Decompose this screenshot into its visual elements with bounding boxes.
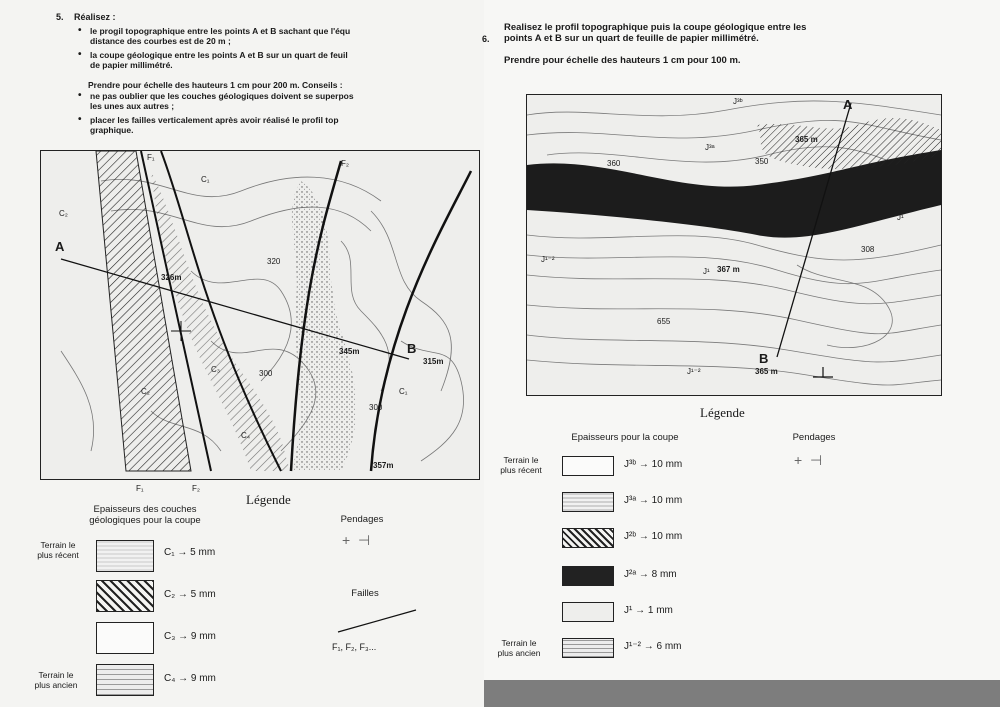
dip-cross-icon: + ⊣ <box>342 532 371 548</box>
layer-j3b-map-label: J³ᵇ <box>733 97 743 106</box>
contour-360-label: 360 <box>607 159 621 168</box>
altitude-326-label: 326m <box>161 273 182 282</box>
altitude-mid-label: 367 m <box>717 265 740 274</box>
altitude-357-label: 357m <box>373 461 394 470</box>
swatch-j1 <box>562 602 614 622</box>
altitude-345-label: 345m <box>339 347 360 356</box>
map-left-drawing <box>41 151 479 479</box>
altitude-top-label: 365 m <box>795 135 818 144</box>
layer-j1-map-label: J¹ <box>703 267 710 276</box>
fault-f1-top-label: F₁ <box>147 153 155 162</box>
fault-f4-line <box>371 171 471 471</box>
contour-300-label-2: 300 <box>369 403 383 412</box>
contour-308-label: 308 <box>861 245 875 254</box>
exercise-5-bullets <box>76 26 486 70</box>
point-b-label: B <box>407 341 417 356</box>
dips-header-left: Pendages <box>340 514 384 525</box>
point-b-label-right: B <box>759 351 769 366</box>
exercise-6-number: 6. <box>482 34 490 44</box>
layer-j12-bottom-map-label: J¹⁻² <box>687 367 701 376</box>
layer-c1-label: C₁ <box>201 175 210 184</box>
map-right-drawing <box>527 95 941 395</box>
legend-title-left: Légende <box>246 492 291 507</box>
legend-c2-thickness: C₂ → 5 mm <box>164 589 216 600</box>
most-recent-label-left: Terrain le plus récent <box>37 540 79 560</box>
swatch-j2b <box>562 528 614 548</box>
legend-j3b-thickness: J³ᵇ → 10 mm <box>624 459 683 470</box>
faults-header-left: Failles <box>351 588 379 599</box>
oldest-label-right: Terrain le plus ancien <box>497 638 541 658</box>
bullet-item: • placer les failles verticalement après avoir réalisé le profil top graphique. <box>76 115 486 135</box>
fault-f2-bottom-label: F₂ <box>192 484 200 493</box>
exercise-6-instruction: Realisez le profil topographique puis la coupe géologique entre les points A et B sur un quart de feuille de papier millimétré. <box>504 22 807 44</box>
swatch-j12 <box>562 638 614 658</box>
contour-300-label: 300 <box>259 369 273 378</box>
legend-c4-thickness: C₄ → 9 mm <box>164 673 216 684</box>
legend-j1-thickness: J¹ → 1 mm <box>624 605 673 616</box>
bullet-item: • le progil topographique entre les points A et B sachant que l'équ distance des courbes est de 20 m ; <box>76 26 486 46</box>
legend-j2a-thickness: J²ᵃ → 8 mm <box>624 569 677 580</box>
legend-c1-thickness: C₁ → 5 mm <box>164 547 216 558</box>
geological-map-right <box>526 94 942 396</box>
fault-symbol-line <box>336 606 420 636</box>
exercise-5-title: Réalisez : <box>74 12 116 22</box>
thickness-header-left: Epaisseurs des couches géologiques pour la coupe <box>89 504 201 526</box>
layer-j1-right-map-label: J¹ <box>897 213 904 222</box>
fault-f2-top-label: F₂ <box>341 159 349 168</box>
bullet-item: • ne pas oublier que les couches géologiques doivent se superpos les unes aux autres ; <box>76 91 486 111</box>
layer-j3a-map-label: J³ᵃ <box>705 143 715 152</box>
most-recent-label-right: Terrain le plus récent <box>500 455 542 475</box>
exercise-5-scale-instruction: Prendre pour échelle des hauteurs 1 cm pour 200 m. Conseils : <box>88 80 343 90</box>
thickness-header-right: Epaisseurs pour la coupe <box>571 432 679 443</box>
altitude-bottom-label: 365 m <box>755 367 778 376</box>
layer-j2b-hatched <box>757 118 941 169</box>
exercise-5-advice <box>76 91 486 135</box>
oldest-label-left: Terrain le plus ancien <box>34 670 78 690</box>
legend-j3a-thickness: J³ᵃ → 10 mm <box>624 495 683 506</box>
faults-value: F₁, F₂, F₃... <box>332 642 377 652</box>
contour-320-label: 320 <box>267 257 281 266</box>
contour-655-label: 655 <box>657 317 671 326</box>
bullet-item: • la coupe géologique entre les points A et B sur un quart de feuil de papier millimétré. <box>76 50 486 70</box>
swatch-c4 <box>96 664 154 696</box>
fault-f1-bottom-label: F₁ <box>136 484 144 493</box>
layer-c2-label: C₂ <box>141 387 150 396</box>
legend-c3-thickness: C₃ → 9 mm <box>164 631 216 642</box>
layer-c3-label: C₃ <box>211 365 221 374</box>
swatch-c3 <box>96 622 154 654</box>
swatch-j2a <box>562 566 614 586</box>
right-worksheet-page <box>484 0 1000 680</box>
legend-title-right: Légende <box>700 405 745 420</box>
exercise-6-scale-instruction: Prendre pour échelle des hauteurs 1 cm pour 100 m. <box>504 55 741 66</box>
layer-c1-label-2: C₁ <box>399 387 408 396</box>
swatch-j3a <box>562 492 614 512</box>
exercise-5-number: 5. <box>56 12 64 22</box>
swatch-c1 <box>96 540 154 572</box>
altitude-315-label: 315m <box>423 357 444 366</box>
layer-c4-label: C₄ <box>241 431 251 440</box>
layer-c2-label-2: C₂ <box>59 209 68 218</box>
point-a-label-right: A <box>843 97 853 112</box>
left-worksheet-page <box>0 0 484 707</box>
layer-j12-map-label: J¹⁻² <box>541 255 555 264</box>
legend-j2b-thickness: J²ᵇ → 10 mm <box>624 531 683 542</box>
legend-j12-thickness: J¹⁻² → 6 mm <box>624 641 682 652</box>
point-a-label: A <box>55 239 65 254</box>
dip-cross-icon-right: + ⊣ <box>794 452 823 468</box>
contour-350-label: 350 <box>755 157 769 166</box>
dips-header-right: Pendages <box>792 432 836 443</box>
swatch-j3b <box>562 456 614 476</box>
swatch-c2 <box>96 580 154 612</box>
geological-map-left <box>40 150 480 480</box>
